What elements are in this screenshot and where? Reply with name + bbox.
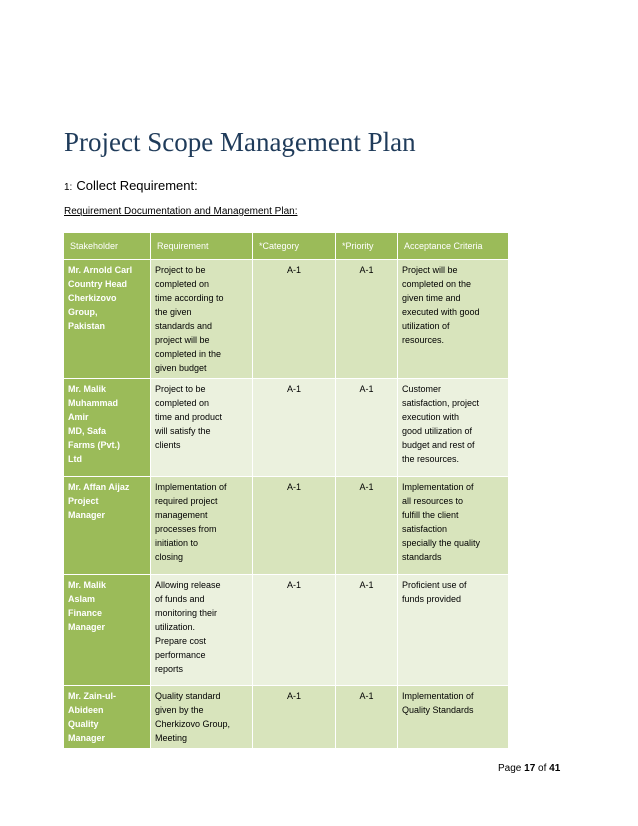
section-heading xyxy=(64,178,198,193)
stakeholder-cell: Mr. Malik Aslam Finance Manager xyxy=(64,575,151,686)
category-cell: A-1 xyxy=(253,686,336,749)
category-cell: A-1 xyxy=(253,260,336,379)
page-footer xyxy=(498,763,560,774)
subheading: Requirement Documentation and Management Plan: xyxy=(64,206,298,217)
section-number: 1: xyxy=(64,182,73,193)
acceptance-cell: Implementation of all resources to fulfill the client satisfaction specially the quality standards xyxy=(398,477,509,575)
acceptance-cell: Project will be completed on the given time and executed with good utilization of resources. xyxy=(398,260,509,379)
category-cell: A-1 xyxy=(253,379,336,477)
header-stakeholder: Stakeholder xyxy=(64,233,151,260)
requirement-cell: Project to be completed on time according to the given standards and project will be completed in the given budget xyxy=(151,260,253,379)
requirement-cell: Implementation of required project management processes from initiation to closing xyxy=(151,477,253,575)
priority-cell: A-1 xyxy=(336,379,398,477)
requirement-cell: Quality standard given by the Cherkizovo Group, Meeting xyxy=(151,686,253,749)
stakeholder-cell: Mr. Affan Aijaz Project Manager xyxy=(64,477,151,575)
page-number: 17 xyxy=(524,763,536,774)
category-cell: A-1 xyxy=(253,575,336,686)
table-row xyxy=(64,260,509,379)
acceptance-cell: Implementation of Quality Standards xyxy=(398,686,509,749)
table-header-row xyxy=(64,233,509,260)
table-row xyxy=(64,686,509,749)
stakeholder-cell: Mr. Zain-ul- Abideen Quality Manager xyxy=(64,686,151,749)
of-label: of xyxy=(538,763,547,774)
stakeholder-cell: Mr. Arnold Carl Country Head Cherkizovo Group, Pakistan xyxy=(64,260,151,379)
requirement-cell: Allowing release of funds and monitoring their utilization. Prepare cost performance reports xyxy=(151,575,253,686)
stakeholder-cell: Mr. Malik Muhammad Amir MD, Safa Farms (Pvt.) Ltd xyxy=(64,379,151,477)
table-row xyxy=(64,575,509,686)
header-category: *Category xyxy=(253,233,336,260)
priority-cell: A-1 xyxy=(336,686,398,749)
page-total: 41 xyxy=(549,763,561,774)
requirement-cell: Project to be completed on time and product will satisfy the clients xyxy=(151,379,253,477)
page-title: Project Scope Management Plan xyxy=(64,127,416,157)
priority-cell: A-1 xyxy=(336,477,398,575)
acceptance-cell: Proficient use of funds provided xyxy=(398,575,509,686)
table-row xyxy=(64,379,509,477)
priority-cell: A-1 xyxy=(336,575,398,686)
table-row xyxy=(64,477,509,575)
category-cell: A-1 xyxy=(253,477,336,575)
header-priority: *Priority xyxy=(336,233,398,260)
priority-cell: A-1 xyxy=(336,260,398,379)
acceptance-cell: Customer satisfaction, project execution with good utilization of budget and rest of the resources. xyxy=(398,379,509,477)
section-title: Collect Requirement: xyxy=(76,178,198,193)
header-acceptance-criteria: Acceptance Criteria xyxy=(398,233,509,260)
page-label: Page xyxy=(498,763,522,774)
header-requirement: Requirement xyxy=(151,233,253,260)
requirements-table xyxy=(63,232,509,749)
